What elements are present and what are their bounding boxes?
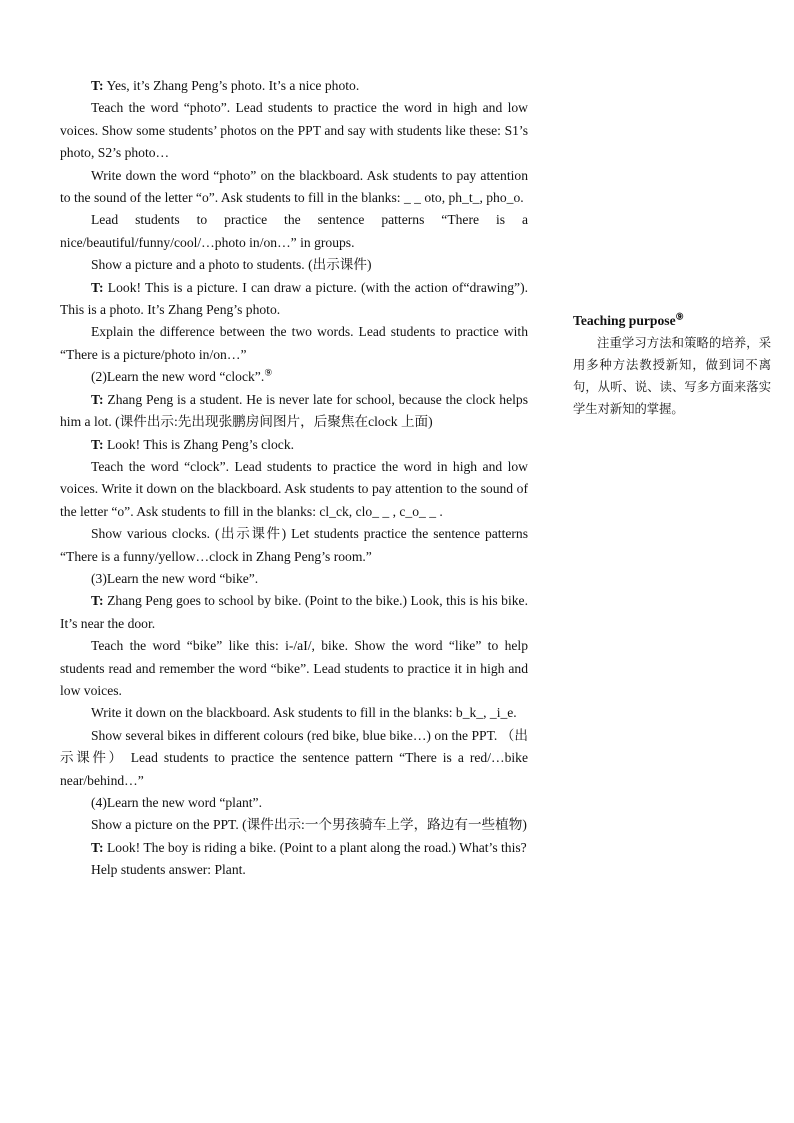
- paragraph: Write it down on the blackboard. Ask students to fill in the blanks: b_k_, _i_e.: [91, 705, 517, 721]
- paragraph: [60, 590, 528, 635]
- paragraph: Teach the word “clock”. Lead students to practice the word in high and low voices. Write it down on the blackboard. Ask students to pay attention to the sound of the letter “o”. Ask students to fill in the blanks: cl_ck, clo_ _ , c_o_ _ .: [60, 458, 528, 519]
- paragraph: [60, 75, 528, 97]
- section-heading: [60, 366, 528, 388]
- paragraph-text: Look! The boy is riding a bike. (Point to a plant along the road.) What’s this?: [103, 839, 527, 855]
- speaker-label: T:: [91, 78, 104, 93]
- footnote-marker: ⑨: [675, 311, 684, 322]
- paragraph-text: Zhang Peng goes to school by bike. (Point to the bike.) Look, this is his bike. It’s near the door.: [60, 593, 528, 631]
- paragraph-text: Look! This is Zhang Peng’s clock.: [103, 436, 295, 452]
- paragraph: Show various clocks. (出示课件) Let students practice the sentence patterns “There is a funny/yellow…clock in Zhang Peng’s room.”: [60, 526, 528, 564]
- paragraph-text: Look! This is a picture. I can draw a picture. (with the action of“drawing”). This is a photo. It’s Zhang Peng’s photo.: [60, 279, 528, 318]
- note-body: 注重学习方法和策略的培养，采用多种方法教授新知，做到词不离句，从听、说、读、写多方面来落实学生对新知的掌握。: [573, 336, 771, 416]
- paragraph: Explain the difference between the two words. Lead students to practice with “There is a picture/photo in/on…”: [60, 324, 528, 362]
- paragraph: [60, 434, 528, 456]
- paragraph: [60, 837, 528, 859]
- paragraph: [60, 389, 528, 434]
- paragraph: Write down the word “photo” on the blackboard. Ask students to pay attention to the sound of the letter “o”. Ask students to fill in the blanks: _ _ oto, ph_t_, pho_o.: [60, 167, 528, 206]
- paragraph: Lead students to practice the sentence patterns “There is a nice/beautiful/funny/cool/…photo in/on…” in groups.: [60, 212, 528, 250]
- speaker-label: T:: [91, 279, 104, 295]
- section-heading: (4)Learn the new word “plant”.: [91, 795, 262, 810]
- footnote-marker: ⑨: [264, 367, 273, 378]
- lesson-plan-body: [60, 75, 528, 882]
- paragraph: Teach the word “bike” like this: i-/aI/, bike. Show the word “like” to help students read and remember the word “bike”. Lead students to practice it in high and low voices.: [60, 638, 528, 698]
- paragraph-text: Yes, it’s Zhang Peng’s photo. It’s a nice photo.: [103, 78, 360, 93]
- paragraph: Show a picture and a photo to students. (出示课件): [91, 257, 372, 273]
- paragraph: Teach the word “photo”. Lead students to practice the word in high and low voices. Show some students’ photos on the PPT and say with students like these: S1’s photo, S2’s photo…: [60, 100, 528, 161]
- note-title-text: Teaching purpose: [573, 313, 676, 328]
- teaching-purpose-note: [573, 310, 771, 420]
- note-title: [573, 310, 771, 332]
- paragraph: Help students answer: Plant.: [91, 862, 246, 878]
- heading-text: (2)Learn the new word “clock”.: [91, 369, 265, 385]
- paragraph: Show several bikes in different colours (red bike, blue bike…) on the PPT. （出示课件） Lead students to practice the sentence pattern “There is a red/…bike near/behind…”: [60, 727, 528, 788]
- paragraph: [60, 277, 528, 322]
- section-heading: (3)Learn the new word “bike”.: [91, 570, 259, 586]
- paragraph-text: Zhang Peng is a student. He is never late for school, because the clock helps him a lot. (课件出示:先出现张鹏房间图片，后聚焦在clock 上面): [60, 391, 528, 430]
- paragraph: Show a picture on the PPT. (课件出示:一个男孩骑车上学，路边有一些植物): [91, 817, 527, 833]
- speaker-label: T:: [91, 391, 104, 407]
- speaker-label: T:: [91, 436, 104, 452]
- speaker-label: T:: [91, 593, 104, 609]
- speaker-label: T:: [91, 839, 104, 855]
